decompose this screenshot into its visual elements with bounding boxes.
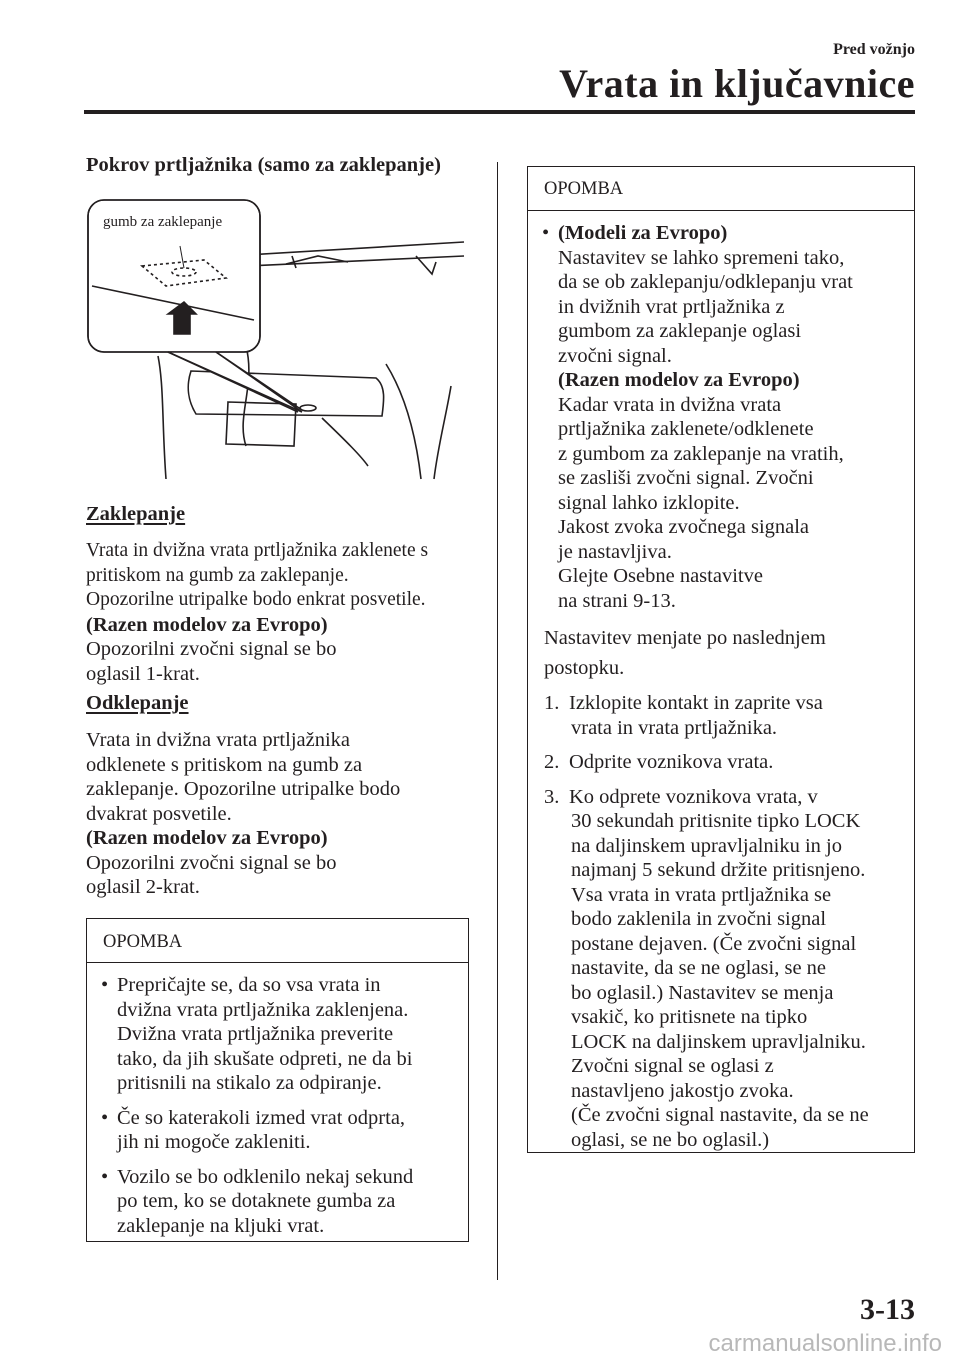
note-bullet-line: Kadar vrata in dvižna vrata — [558, 393, 782, 416]
bullet-icon: • — [101, 974, 109, 996]
note-bullet-line: signal lahko izklopite. — [558, 491, 740, 514]
step-line: (Če zvočni signal nastavite, da se ne — [571, 1104, 869, 1126]
bullet-icon: • — [542, 222, 550, 244]
page-number: 3-13 — [860, 1293, 915, 1326]
step-line: nastavljeno jakostjo zvoka. — [571, 1079, 794, 1102]
step-line: LOCK na daljinskem upravljalniku. — [571, 1030, 866, 1053]
unlocking-line: Vrata in dvižna vrata prtljažnika — [86, 729, 351, 751]
unlocking-text — [86, 728, 486, 900]
note-bullet-line: zvočni signal. — [558, 344, 672, 367]
note-bullet-line: da se ob zaklepanju/odklepanju vrat — [558, 271, 853, 293]
note-box-left — [86, 918, 469, 1242]
unlocking-heading: Odklepanje — [86, 692, 189, 714]
procedure-steps — [528, 691, 914, 1152]
step-line: Vsa vrata in vrata prtljažnika se — [571, 883, 832, 906]
locking-line: pritiskom na gumb za zaklepanje. — [86, 564, 349, 586]
locking-note-line: Opozorilni zvočni signal se bo — [86, 638, 337, 660]
note-bullet-bold: (Razen modelov za Evropo) — [558, 369, 800, 391]
step-number: 2. — [544, 751, 560, 773]
note-bullet — [87, 1165, 468, 1239]
note-box-title: OPOMBA — [87, 919, 468, 963]
step-line: Ko odprete voznikova vrata, v — [569, 785, 818, 808]
locking-note-bold: (Razen modelov za Evropo) — [86, 613, 328, 636]
locking-line: Vrata in dvižna vrata prtljažnika zaklenete s — [86, 540, 429, 561]
step-line: Zvočni signal se oglasi z — [571, 1055, 774, 1077]
watermark: carmanualsonline.info — [708, 1330, 942, 1357]
note-bullet-line: Prepričajte se, da so vsa vrata in — [117, 974, 381, 996]
unlocking-note-line: Opozorilni zvočni signal se bo — [86, 851, 337, 874]
note-bullet-bold: (Modeli za Evropo) — [558, 222, 728, 244]
note-bullet-line: Jakost zvoka zvočnega signala — [558, 516, 810, 538]
locking-heading: Zaklepanje — [86, 503, 186, 525]
locking-text — [86, 539, 486, 686]
note-bullet-line: Če so katerakoli izmed vrat odprta, — [117, 1106, 406, 1129]
page-title: Vrata in ključavnice — [559, 61, 915, 106]
step-line: vrata in vrata prtljažnika. — [571, 716, 778, 739]
step-number: 1. — [544, 692, 560, 714]
note-bullet-line: z gumbom za zaklepanje na vratih, — [558, 442, 844, 465]
step-line: Odprite voznikova vrata. — [569, 751, 774, 773]
step-line: bodo zaklenila in zvočni signal — [571, 908, 827, 930]
note-bullet-line: in dvižnih vrat prtljažnika z — [558, 295, 785, 318]
procedure-intro — [528, 623, 914, 683]
procedure-step — [544, 691, 914, 740]
step-line: 30 sekundah pritisnite tipko LOCK — [571, 810, 861, 832]
procedure-step — [544, 750, 914, 775]
note-bullet-line: Dvižna vrata prtljažnika preverite — [117, 1023, 394, 1045]
figure-callout-label: gumb za zaklepanje — [103, 214, 223, 230]
unlocking-line: dvakrat posvetile. — [86, 802, 232, 825]
step-line: na daljinskem upravljalniku in jo — [571, 834, 843, 857]
step-line: bo oglasil.) Nastavitev se menja — [571, 981, 834, 1004]
note-bullet-line: je nastavljiva. — [558, 540, 672, 563]
procedure-intro-line: postopku. — [544, 657, 625, 679]
note-bullet-line: na strani 9-13. — [558, 589, 676, 612]
note-bullet-line: Vozilo se bo odklenilo nekaj sekund — [117, 1165, 414, 1188]
note-box-right — [527, 166, 915, 1153]
step-line: postane dejaven. (Če zvočni signal — [571, 932, 857, 955]
header-divider — [84, 110, 915, 114]
note-bullet-line: Glejte Osebne nastavitve — [558, 565, 763, 587]
note-bullet-line: se zasliši zvočni signal. Zvočni — [558, 467, 814, 489]
unlocking-line: zaklepanje. Opozorilne utripalke bodo — [86, 778, 401, 800]
note-bullet — [87, 973, 468, 1096]
step-line: nastavite, da se ne oglasi, se ne — [571, 957, 827, 979]
note-bullet-line: prtljažnika zaklenete/odklenete — [558, 418, 814, 440]
note-bullet-line: gumbom za zaklepanje oglasi — [558, 320, 802, 342]
section-title: Pokrov prtljažnika (samo za zaklepanje) — [86, 154, 441, 176]
note-box-title: OPOMBA — [528, 167, 914, 211]
note-bullet — [528, 221, 914, 613]
note-bullet-line: Nastavitev se lahko spremeni tako, — [558, 246, 845, 269]
locking-note-line: oglasil 1-krat. — [86, 662, 200, 685]
procedure-step — [544, 785, 914, 1153]
step-line: vsakič, ko pritisnete na tipko — [571, 1006, 808, 1028]
note-bullet-line: jih ni mogoče zakleniti. — [117, 1131, 311, 1153]
unlocking-note-line: oglasil 2-krat. — [86, 876, 200, 898]
note-bullet-line: po tem, ko se dotaknete gumba za — [117, 1190, 396, 1212]
note-bullet-line: zaklepanje na kljuki vrat. — [117, 1214, 325, 1237]
note-bullet-line: tako, da jih skušate odpreti, ne da bi — [117, 1047, 413, 1070]
step-number: 3. — [544, 785, 560, 808]
step-line: oglasi, se ne bo oglasil.) — [571, 1128, 770, 1151]
procedure-intro-line: Nastavitev menjate po naslednjem — [544, 627, 826, 649]
liftgate-illustration — [86, 196, 466, 486]
step-line: Izklopite kontakt in zaprite vsa — [569, 692, 823, 714]
note-bullet-line: pritisnili na stikalo za odpiranje. — [117, 1072, 382, 1094]
bullet-icon: • — [101, 1165, 109, 1188]
header-section-label: Pred vožnjo — [833, 41, 915, 58]
note-bullet — [87, 1106, 468, 1155]
bullet-icon: • — [101, 1106, 109, 1129]
locking-line: Opozorilne utripalke bodo enkrat posvetile. — [86, 589, 426, 610]
unlocking-line: odklenete s pritiskom na gumb za — [86, 753, 363, 776]
unlocking-note-bold: (Razen modelov za Evropo) — [86, 827, 328, 849]
column-divider — [497, 162, 498, 1280]
step-line: najmanj 5 sekund držite pritisnjeno. — [571, 859, 866, 881]
note-bullet-line: dvižna vrata prtljažnika zaklenjena. — [117, 998, 409, 1021]
